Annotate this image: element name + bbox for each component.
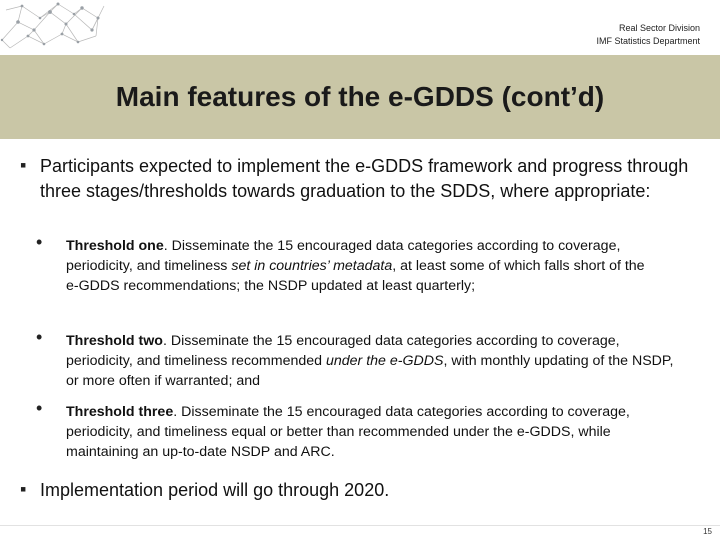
page-number: 15 — [703, 527, 712, 536]
sub-bullet-emphasis: set in countries’ metadata — [231, 258, 393, 274]
footer-divider — [0, 525, 720, 526]
sub-bullet-threshold-two — [66, 331, 686, 391]
sub-bullet-emphasis: under the e‑GDDS — [325, 353, 444, 369]
square-bullet-icon: ▪ — [20, 479, 27, 499]
sub-bullet-text-end: , with monthly updating of the NSDP, or more often if warranted; and — [66, 353, 674, 389]
square-bullet-icon: ▪ — [20, 155, 27, 175]
round-bullet-icon: • — [36, 327, 43, 347]
header-department — [596, 22, 700, 48]
header-department-name: IMF Statistics Department — [596, 36, 700, 46]
sub-bullet-threshold-three — [66, 402, 686, 462]
round-bullet-icon: • — [36, 232, 43, 252]
sub-bullet-lead: Threshold three — [66, 404, 174, 420]
round-bullet-icon: • — [36, 398, 43, 418]
sub-bullet-threshold-one — [66, 236, 686, 296]
bullet-text: Participants expected to implement the e-GDDS framework and progress through three stages/thresholds towards graduation to the SDDS, where appropriate: — [40, 156, 689, 201]
network-graphic-logo — [0, 0, 110, 52]
sub-bullet-text: . Disseminate the 15 encouraged data categories according to coverage, periodicity, and timeliness recommended — [66, 333, 620, 369]
sub-bullet-lead: Threshold two — [66, 333, 163, 349]
sub-bullet-text: . Disseminate the 15 encouraged data categories according to coverage, periodicity, and timeliness equal or better than recommended under the e‑GDDS, while maintaining an up-to-date NSDP and ARC. — [66, 404, 630, 460]
slide-title: Main features of the e-GDDS (cont’d) — [115, 81, 605, 112]
sub-bullet-text: . Disseminate the 15 encouraged data categories according to coverage, periodicity, and timeliness — [66, 238, 621, 274]
bullet-text: Implementation period will go through 2020. — [40, 480, 390, 500]
header-division: Real Sector Division — [618, 23, 700, 33]
sub-bullet-lead: Threshold one — [66, 238, 164, 254]
sub-bullet-text-end: , at least some of which falls short of the e‑GDDS recommendations; the NSDP updated at least quarterly; — [66, 258, 645, 294]
title-band — [0, 55, 720, 139]
